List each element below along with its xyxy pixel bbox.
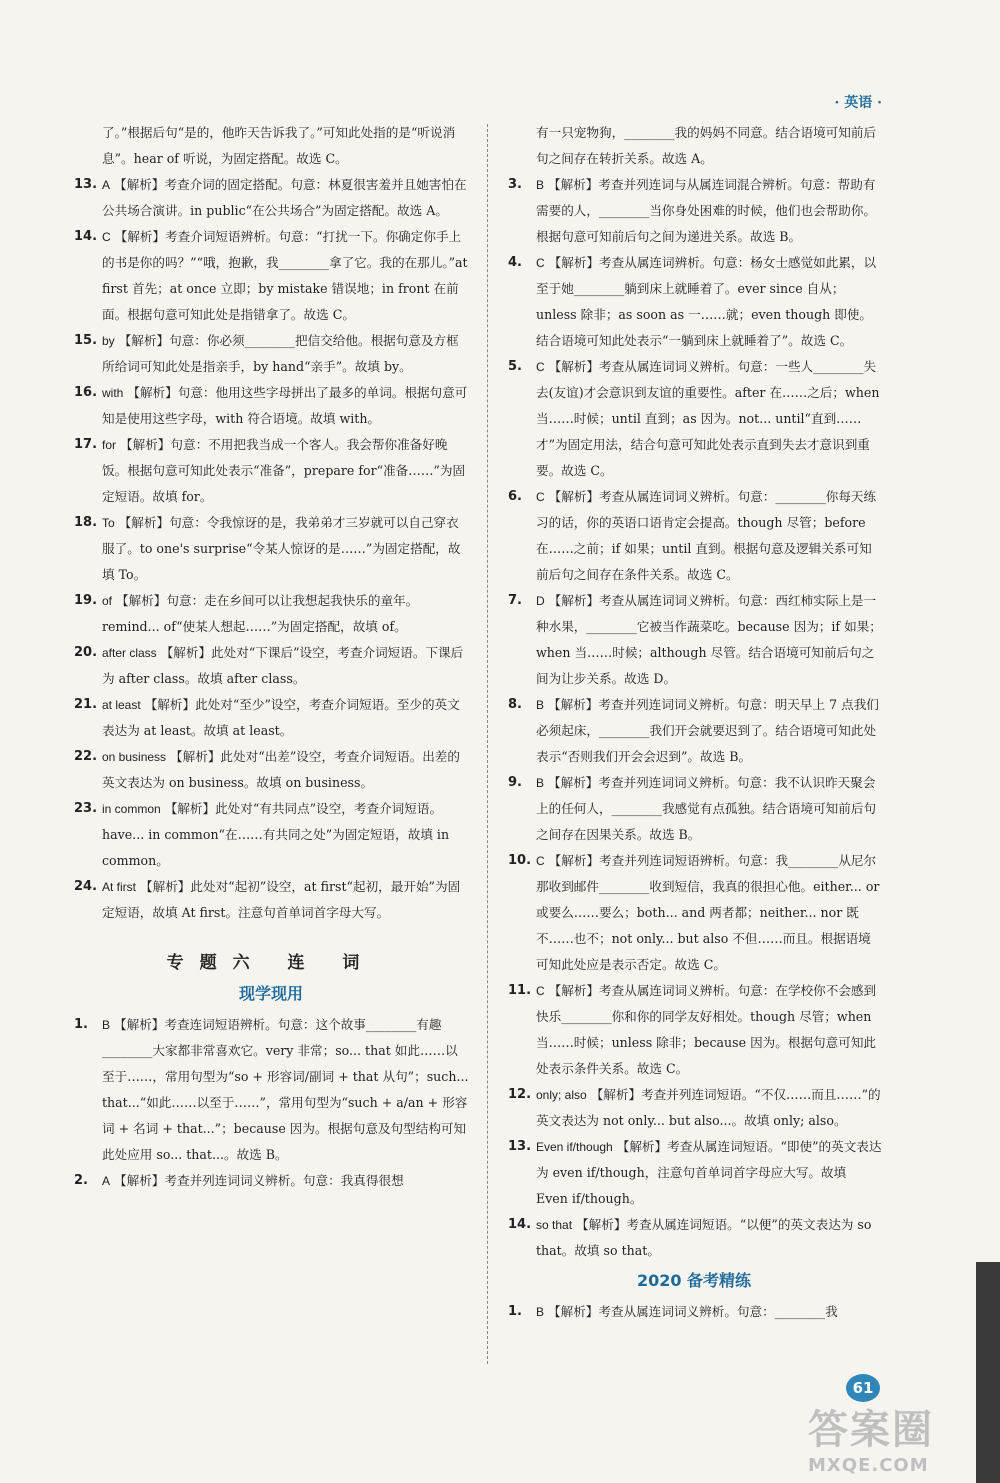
item-explanation: 【解析】此处对“下课后”设空，考查介词短语。下课后为 after class。故填 after class。 bbox=[102, 645, 464, 686]
answer-item bbox=[72, 172, 470, 224]
answer-item bbox=[506, 120, 882, 172]
answer-item bbox=[72, 796, 470, 874]
item-number: 1. bbox=[508, 1304, 522, 1319]
item-number: 2. bbox=[74, 1173, 88, 1188]
item-explanation: 【解析】考查并列连词短语。“不仅……而且……”的英文表达为 not only... but also...。故填 only; also。 bbox=[536, 1087, 881, 1128]
item-explanation: 【解析】考查并列连词短语辨析。句意：我________从尼尔那收到邮件________收到短信，我真的很担心他。either... or 或要么……要么；both... and 两者都；neither... nor 既不……也不；not only... but also 不但……而且。根据语境可知此处应是表示否定。故选 C。 bbox=[536, 853, 880, 972]
item-number: 5. bbox=[508, 359, 522, 374]
answer-item bbox=[72, 510, 470, 588]
item-answer: only; also bbox=[536, 1088, 587, 1102]
item-explanation: 【解析】考查从属连词辨析。句意：杨女士感觉如此累，以至于她________躺到床上就睡着了。ever since 自从；unless 除非；as soon as 一……就；even though 即使。结合语境可知此处表示“一躺到床上就睡着了”。故选 C。 bbox=[536, 255, 877, 348]
watermark-url: MXQE.COM bbox=[808, 1455, 929, 1476]
answer-item bbox=[72, 874, 470, 926]
item-explanation: 了。”根据后句“是的，他昨天告诉我了。”可知此处指的是“听说消息”。hear of 听说，为固定搭配。故选 C。 bbox=[102, 125, 456, 166]
item-explanation: 【解析】句意：你必须________把信交给他。根据句意及方框所给词可知此处是指亲手，by hand“亲手”。故填 by。 bbox=[102, 333, 459, 374]
item-answer: C bbox=[536, 984, 545, 998]
item-explanation: 【解析】考查从属连词词义辨析。句意：在学校你不会感到快乐________你和你的同学友好相处。though 尽管；when 当……时候；unless 除非；because 因为。根据句意可知此处表示条件关系。故选 C。 bbox=[536, 983, 877, 1076]
answer-list-right-2 bbox=[506, 1299, 882, 1325]
answer-item bbox=[506, 1134, 882, 1212]
section-subtitle-exam: 2020 备考精练 bbox=[636, 1271, 752, 1290]
item-explanation: 【解析】考查从属连词词义辨析。句意：西红柿实际上是一种水果，________它被当作蔬菜吃。because 因为；if 如果；when 当……时候；although 尽管。结合语境可知前后句之间为让步关系。故选 D。 bbox=[536, 593, 882, 686]
item-explanation: 【解析】考查从属连词词义辨析。句意：一些人________失去(友谊)才会意识到友谊的重要性。after 在……之后；when 当……时候；until 直到；as 因为。not... until“直到……才”为固定用法，结合句意可知此处表示直到失去才意识到重要。故选 C。 bbox=[536, 359, 880, 478]
answer-item bbox=[72, 640, 470, 692]
item-explanation: 有一只宠物狗，________我的妈妈不同意。结合语境可知前后句之间存在转折关系。故选 A。 bbox=[536, 125, 877, 166]
item-number: 10. bbox=[508, 853, 532, 868]
item-explanation: 【解析】考查从属连词词义辨析。句意：________你每天练习的话，你的英语口语肯定会提高。though 尽管；before 在……之前；if 如果；until 直到。根据句意及逻辑关系可知前后句之间存在条件关系。故选 C。 bbox=[536, 489, 877, 582]
item-explanation: 【解析】句意：他用这些字母拼出了最多的单词。根据句意可知是使用这些字母，with 符合语境。故填 with。 bbox=[102, 385, 468, 426]
answer-item bbox=[72, 588, 470, 640]
item-answer: C bbox=[536, 854, 545, 868]
item-answer: B bbox=[536, 776, 545, 790]
item-explanation: 【解析】此处对“起初”设空，at first“起初，最开始”为固定短语，故填 At first。注意句首单词首字母大写。 bbox=[102, 879, 461, 920]
item-explanation: 【解析】此处对“出差”设空，考查介词短语。出差的英文表达为 on business。故填 on business。 bbox=[102, 749, 460, 790]
item-explanation: 【解析】考查并列连词词义辨析。句意：明天早上 7 点我们必须起床，________我们开会就要迟到了。结合语境可知此处表示“否则我们开会会迟到”。故选 B。 bbox=[536, 697, 879, 764]
answer-item bbox=[506, 1299, 882, 1325]
answer-item bbox=[72, 120, 470, 172]
item-explanation: 【解析】考查从属连词短语。“以便”的英文表达为 so that。故填 so that。 bbox=[536, 1217, 872, 1258]
item-answer: C bbox=[536, 256, 545, 270]
item-answer: B bbox=[536, 698, 545, 712]
item-number: 4. bbox=[508, 255, 522, 270]
answer-item bbox=[72, 744, 470, 796]
item-explanation: 【解析】考查从属连词词义辨析。句意：________我 bbox=[548, 1304, 838, 1319]
answer-item bbox=[506, 692, 882, 770]
item-number: 9. bbox=[508, 775, 522, 790]
item-explanation: 【解析】考查并列连词与从属连词混合辨析。句意：帮助有需要的人，________当你身处困难的时候，他们也会帮助你。根据句意可知前后句之间为递进关系。故选 B。 bbox=[536, 177, 877, 244]
item-number: 17. bbox=[74, 437, 98, 452]
item-number: 21. bbox=[74, 697, 98, 712]
answer-item bbox=[506, 1212, 882, 1264]
right-column bbox=[506, 120, 882, 1325]
item-answer: B bbox=[536, 178, 545, 192]
item-answer: C bbox=[536, 490, 545, 504]
item-answer: A bbox=[102, 178, 111, 192]
item-number: 18. bbox=[74, 515, 98, 530]
item-answer: D bbox=[536, 594, 545, 608]
answer-item bbox=[506, 848, 882, 978]
item-number: 16. bbox=[74, 385, 98, 400]
item-explanation: 【解析】句意：走在乡间可以让我想起我快乐的童年。remind... of“使某人想起……”为固定搭配，故填 of。 bbox=[102, 593, 419, 634]
item-number: 13. bbox=[508, 1139, 532, 1154]
item-number: 12. bbox=[508, 1087, 532, 1102]
item-number: 6. bbox=[508, 489, 522, 504]
item-number: 15. bbox=[74, 333, 98, 348]
item-answer: so that bbox=[536, 1218, 573, 1232]
item-explanation: 【解析】此处对“有共同点”设空，考查介词短语。have... in common“在……有共同之处”为固定短语，故填 in common。 bbox=[102, 801, 450, 868]
section-subtitle-practice: 现学现用 bbox=[238, 984, 303, 1003]
item-answer: B bbox=[102, 1018, 111, 1032]
answer-item bbox=[72, 1012, 470, 1168]
item-number: 23. bbox=[74, 801, 98, 816]
item-explanation: 【解析】此处对“至少”设空，考查介词短语。至少的英文表达为 at least。故填 at least。 bbox=[102, 697, 460, 738]
item-number: 1. bbox=[74, 1017, 88, 1032]
section-title: 专题六 连 词 bbox=[166, 953, 376, 973]
item-answer: B bbox=[536, 1305, 545, 1319]
column-divider bbox=[487, 124, 488, 1364]
item-explanation: 【解析】考查并列连词词义辨析。句意：我真得很想 bbox=[114, 1173, 404, 1188]
answer-item bbox=[506, 354, 882, 484]
answer-list-right bbox=[506, 120, 882, 1264]
item-number: 19. bbox=[74, 593, 98, 608]
watermark-logo bbox=[808, 1398, 988, 1478]
item-explanation: 【解析】考查介词短语辨析。句意：“打扰一下。你确定你手上的书是你的吗？”“哦，抱歉，我________拿了它。我的在那儿。”at first 首先；at once 立即；by mistake 错误地；in front 在前面。根据句意可知此处是指错拿了。故选 C。 bbox=[102, 229, 468, 322]
item-answer: by bbox=[102, 334, 115, 348]
item-number: 20. bbox=[74, 645, 98, 660]
item-number: 7. bbox=[508, 593, 522, 608]
subject-header: · 英语 · bbox=[834, 95, 882, 111]
watermark-text: 答案圈 bbox=[808, 1407, 934, 1453]
item-answer: C bbox=[536, 360, 545, 374]
page-number: 61 bbox=[846, 1374, 880, 1402]
answer-item bbox=[506, 1082, 882, 1134]
item-answer: of bbox=[102, 594, 113, 608]
item-answer: on business bbox=[102, 750, 167, 764]
item-number: 13. bbox=[74, 177, 98, 192]
item-answer: C bbox=[102, 230, 111, 244]
item-answer: A bbox=[102, 1174, 111, 1188]
answer-item bbox=[506, 770, 882, 848]
item-number: 3. bbox=[508, 177, 522, 192]
answer-item bbox=[72, 1168, 470, 1194]
answer-item bbox=[72, 432, 470, 510]
item-number: 11. bbox=[508, 983, 532, 998]
answer-item bbox=[72, 380, 470, 432]
answer-item bbox=[72, 224, 470, 328]
item-answer: at least bbox=[102, 698, 141, 712]
item-number: 14. bbox=[74, 229, 98, 244]
item-answer: with bbox=[102, 386, 124, 400]
item-number: 24. bbox=[74, 879, 98, 894]
item-explanation: 【解析】句意：令我惊讶的是，我弟弟才三岁就可以自己穿衣服了。to one's surprise“令某人惊讶的是……”为固定搭配，故填 To。 bbox=[102, 515, 461, 582]
answer-item bbox=[506, 978, 882, 1082]
answer-item bbox=[72, 328, 470, 380]
item-explanation: 【解析】考查从属连词短语。“即使”的英文表达为 even if/though，注意句首单词首字母应大写。故填 Even if/though。 bbox=[536, 1139, 882, 1206]
item-explanation: 【解析】考查介词的固定搭配。句意：林夏很害羞并且她害怕在公共场合演讲。in public“在公共场合”为固定搭配。故选 A。 bbox=[102, 177, 467, 218]
item-explanation: 【解析】句意：不用把我当成一个客人。我会帮你准备好晚饭。根据句意可知此处表示“准备”，prepare for“准备……”为固定短语。故填 for。 bbox=[102, 437, 466, 504]
item-answer: after class bbox=[102, 646, 157, 660]
item-number: 14. bbox=[508, 1217, 532, 1232]
answer-item bbox=[72, 692, 470, 744]
answer-list-left bbox=[72, 120, 470, 926]
item-number: 22. bbox=[74, 749, 98, 764]
item-answer: in common bbox=[102, 802, 161, 816]
item-answer: for bbox=[102, 438, 117, 452]
left-column bbox=[72, 120, 470, 1194]
answer-list-left-2 bbox=[72, 1012, 470, 1194]
answer-item bbox=[506, 588, 882, 692]
item-explanation: 【解析】考查连词短语辨析。句意：这个故事________有趣________大家都非常喜欢它。very 非常；so... that 如此……以至于……，常用句型为“so + 形容词/副词 + that 从句”；such... that...“如此……以至于……”，常用句型为“such + a/an + 形容词 + 名词 + that...”；because 因为。根据句意及句型结构可知此处应用 so... that...。故选 B。 bbox=[102, 1017, 469, 1162]
answer-item bbox=[506, 172, 882, 250]
item-answer: To bbox=[102, 516, 115, 530]
answer-item bbox=[506, 484, 882, 588]
answer-item bbox=[506, 250, 882, 354]
item-answer: Even if/though bbox=[536, 1140, 613, 1154]
item-explanation: 【解析】考查并列连词词义辨析。句意：我不认识昨天聚会上的任何人，________我感觉有点孤独。结合语境可知前后句之间存在因果关系。故选 B。 bbox=[536, 775, 877, 842]
item-answer: At first bbox=[102, 880, 137, 894]
item-number: 8. bbox=[508, 697, 522, 712]
